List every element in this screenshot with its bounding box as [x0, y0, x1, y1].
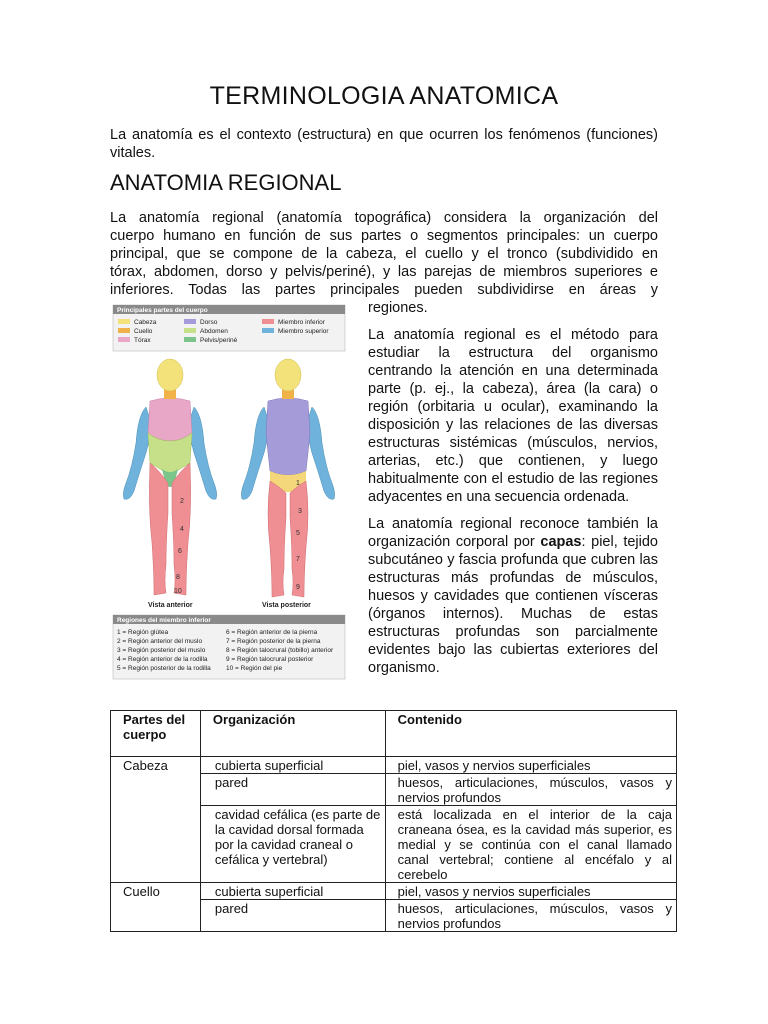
header-contenido: Contenido: [385, 711, 676, 757]
svg-text:Abdomen: Abdomen: [200, 328, 228, 335]
cell-cont: está localizada en el interior de la caja craneana ósea, es la cavidad más superior, es medial y se continúa con el canal llamado canal vertebral; contiene al encéfalo y al cerebelo: [385, 806, 676, 883]
region-item: 6 = Región anterior de la pierna: [226, 629, 318, 636]
regional-line: inferiores. Todas las partes principales pueden subdividirse en áreas y: [110, 282, 658, 298]
cell-part: Cabeza: [111, 757, 201, 883]
table-header-row: [111, 711, 677, 757]
posterior-view-label: Vista posterior: [262, 602, 311, 609]
svg-text:Pelvis/periné: Pelvis/periné: [200, 337, 238, 344]
svg-text:Cuello: Cuello: [134, 328, 153, 335]
cell-part: Cuello: [111, 883, 201, 932]
layers-paragraph: La anatomía regional reconoce también la organización corporal por capas: piel, tejido subcutáneo y fascia profunda que cubren las estructuras más profundas de músculos, huesos y cavidades que contienen vísceras (órganos internos). Muchas de estas estructuras profundas son parcialmente evidentes bajo las cubiertas exteriores del organismo.: [368, 516, 658, 676]
svg-text:Cabeza: Cabeza: [134, 319, 157, 326]
swatch-dorso: [184, 319, 196, 324]
swatch-abdomen: [184, 328, 196, 333]
cell-cont: huesos, articulaciones, músculos, vasos y nervios profundos: [385, 900, 676, 932]
swatch-torax: [118, 337, 130, 342]
anterior-view-label: Vista anterior: [148, 602, 193, 609]
anterior-number: 6: [178, 548, 182, 555]
header-organizacion: Organización: [200, 711, 385, 757]
regional-line: La anatomía regional (anatomía topográfica) considera la organización del: [110, 210, 658, 226]
layers-keyword: capas: [540, 534, 582, 550]
regional-line: cuerpo humano en función de sus partes o segmentos principales: un cuerpo: [110, 228, 658, 244]
cell-org: cubierta superficial: [200, 883, 385, 900]
anterior-body-illustration: [123, 359, 216, 595]
svg-text:Miembro inferior: Miembro inferior: [278, 319, 325, 326]
section-title: ANATOMIA REGIONAL: [110, 170, 342, 195]
cell-org: pared: [200, 774, 385, 806]
cell-org: cavidad cefálica (es parte de la cavidad dorsal formada por la cavidad craneal o cefálica y vertebral): [200, 806, 385, 883]
region-item: 3 = Región posterior del muslo: [117, 647, 206, 654]
cell-cont: piel, vasos y nervios superficiales: [385, 883, 676, 900]
page-title: TERMINOLOGIA ANATOMICA: [209, 82, 559, 110]
cell-cont: piel, vasos y nervios superficiales: [385, 757, 676, 774]
legend-title: Principales partes del cuerpo: [117, 307, 208, 314]
region-item: 7 = Región posterior de la pierna: [226, 638, 321, 645]
svg-text:Tórax: Tórax: [134, 337, 151, 344]
cell-org: cubierta superficial: [200, 757, 385, 774]
table-row: [111, 757, 677, 774]
posterior-number: 5: [296, 530, 300, 537]
region-item: 10 = Región del pie: [226, 665, 283, 672]
intro-paragraph: La anatomía es el contexto (estructura) en que ocurren los fenómenos (funciones) vitales.: [110, 127, 658, 161]
anterior-number: 10: [174, 588, 182, 595]
regional-line: principal, que se compone de la cabeza, el cuello y el tronco (subdividido en: [110, 246, 658, 262]
region-item: 9 = Región talocrural posterior: [226, 656, 314, 663]
method-paragraph: La anatomía regional es el método para estudiar la estructura del organismo centrando la atención en una determinada parte (p. ej., la cabeza), área (la cara) o región (orbitaria u ocular), examinando la disposición y las relaciones de las diversas estructuras sistémicas (músculos, nervios, arterias, etc.) que contienen, y luego habitualmente con el estudio de las regiones adyacentes en una secuencia ordenada.: [368, 327, 658, 505]
swatch-cuello: [118, 328, 130, 333]
body-parts-table: [110, 710, 677, 932]
region-item: 4 = Región anterior de la rodilla: [117, 656, 208, 663]
regional-paragraph: [110, 209, 658, 299]
svg-text:Miembro superior: Miembro superior: [278, 328, 329, 335]
regional-line: tórax, abdomen, dorso y pelvis/periné), y las parejas de miembros superiores e: [110, 264, 658, 280]
posterior-number: 7: [296, 556, 300, 563]
anterior-number: 4: [180, 526, 184, 533]
swatch-pelvis: [184, 337, 196, 342]
body-regions-figure: [110, 303, 348, 681]
region-item: 5 = Región posterior de la rodilla: [117, 665, 211, 672]
swatch-miembro-superior: [262, 328, 274, 333]
swatch-cabeza: [118, 319, 130, 324]
posterior-body-illustration: [241, 359, 334, 597]
header-partes: Partes del cuerpo: [111, 711, 201, 757]
cell-cont: huesos, articulaciones, músculos, vasos y nervios profundos: [385, 774, 676, 806]
anterior-number: 8: [176, 574, 180, 581]
anterior-number: 2: [180, 498, 184, 505]
cell-org: pared: [200, 900, 385, 932]
right-column: [368, 299, 658, 686]
regional-tail: regiones.: [368, 300, 428, 316]
posterior-number: 1: [296, 480, 300, 487]
region-item: 1 = Región glútea: [117, 629, 169, 636]
regions-title: Regiones del miembro inferior: [117, 617, 211, 624]
posterior-number: 9: [296, 584, 300, 591]
table-row: [111, 883, 677, 900]
region-item: 8 = Región talocrural (tobillo) anterior: [226, 647, 334, 654]
posterior-number: 3: [298, 508, 302, 515]
region-item: 2 = Región anterior del muslo: [117, 638, 203, 645]
svg-text:Dorso: Dorso: [200, 319, 218, 326]
swatch-miembro-inferior: [262, 319, 274, 324]
